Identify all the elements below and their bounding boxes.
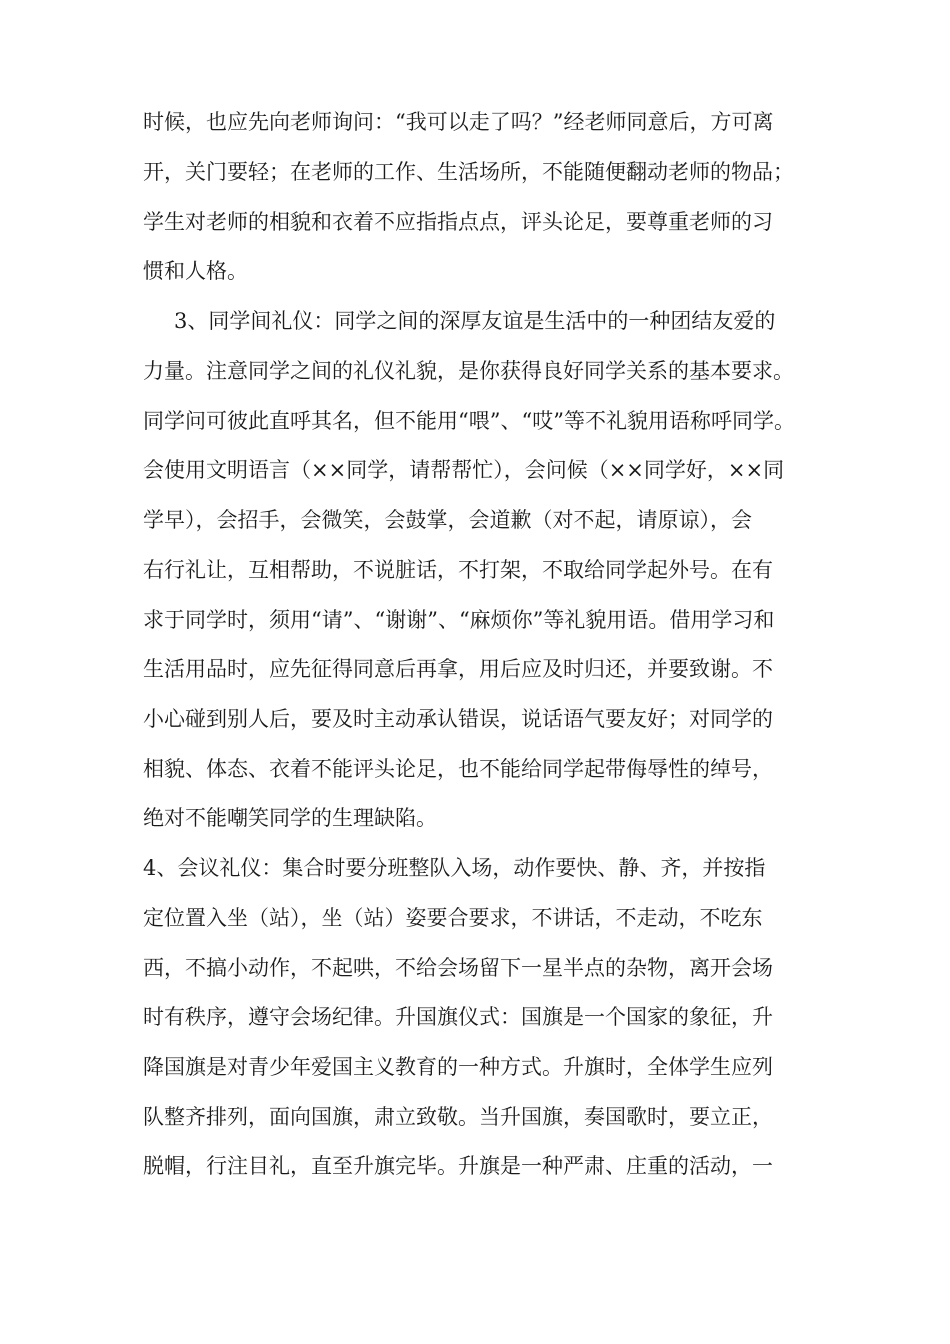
text-line: 小心碰到别人后，要及时主动承认错误，说话语气要友好；对同学的 (143, 707, 773, 731)
text-line: 脱帽，行注目礼，直至升旗完毕。升旗是一种严肃、庄重的活动，一 (143, 1154, 773, 1178)
text-line: 惯和人格。 (143, 259, 248, 283)
text-line: 西，不搞小动作，不起哄，不给会场留下一星半点的杂物，离开会场 (143, 956, 773, 980)
text-line: 队整齐排列，面向国旗，肃立致敬。当升国旗，奏国歌时，要立正， (143, 1105, 773, 1129)
text-line: 降国旗是对青少年爱国主义教育的一种方式。升旗时，全体学生应列 (143, 1055, 773, 1079)
text-line: 绝对不能嘲笑同学的生理缺陷。 (143, 806, 437, 830)
text-line: 时候，也应先向老师询问：“我可以走了吗？”经老师同意后，方可离 (143, 110, 774, 134)
text-line: 时有秩序，遵守会场纪律。升国旗仪式：国旗是一个国家的象征，升 (143, 1005, 773, 1029)
text-line: 4、会议礼仪：集合时要分班整队入场，动作要快、静、齐，并按指 (143, 856, 766, 880)
text-line: 定位置入坐（站），坐（站）姿要合要求，不讲话，不走动，不吃东 (143, 906, 763, 930)
text-line: 开，关门要轻；在老师的工作、生活场所，不能随便翻动老师的物品； (143, 160, 794, 184)
text-line: 相貌、体态、衣着不能评头论足，也不能给同学起带侮辱性的绰号， (143, 757, 773, 781)
text-line: 同学问可彼此直呼其名，但不能用“喂”、“哎”等不礼貌用语称呼同学。 (143, 409, 795, 433)
text-line: 3、同学间礼仪：同学之间的深厚友谊是生活中的一种团结友爱的 (174, 309, 776, 333)
text-line: 学生对老师的相貌和衣着不应指指点点，评头论足，要尊重老师的习 (143, 210, 773, 234)
text-line: 求于同学时，须用“请”、“谢谢”、“麻烦你”等礼貌用语。借用学习和 (143, 608, 775, 632)
text-line: 力量。注意同学之间的礼仪礼貌，是你获得良好同学关系的基本要求。 (143, 359, 794, 383)
text-line: 会使用文明语言（××同学，请帮帮忙），会问候（××同学好，××同 (143, 458, 785, 482)
text-line: 右行礼让，互相帮助，不说脏话，不打架，不取给同学起外号。在有 (143, 558, 773, 582)
text-line: 生活用品时，应先征得同意后再拿，用后应及时归还，并要致谢。不 (143, 657, 773, 681)
text-line: 学早），会招手，会微笑，会鼓掌，会道歉（对不起，请原谅），会 (143, 508, 752, 532)
